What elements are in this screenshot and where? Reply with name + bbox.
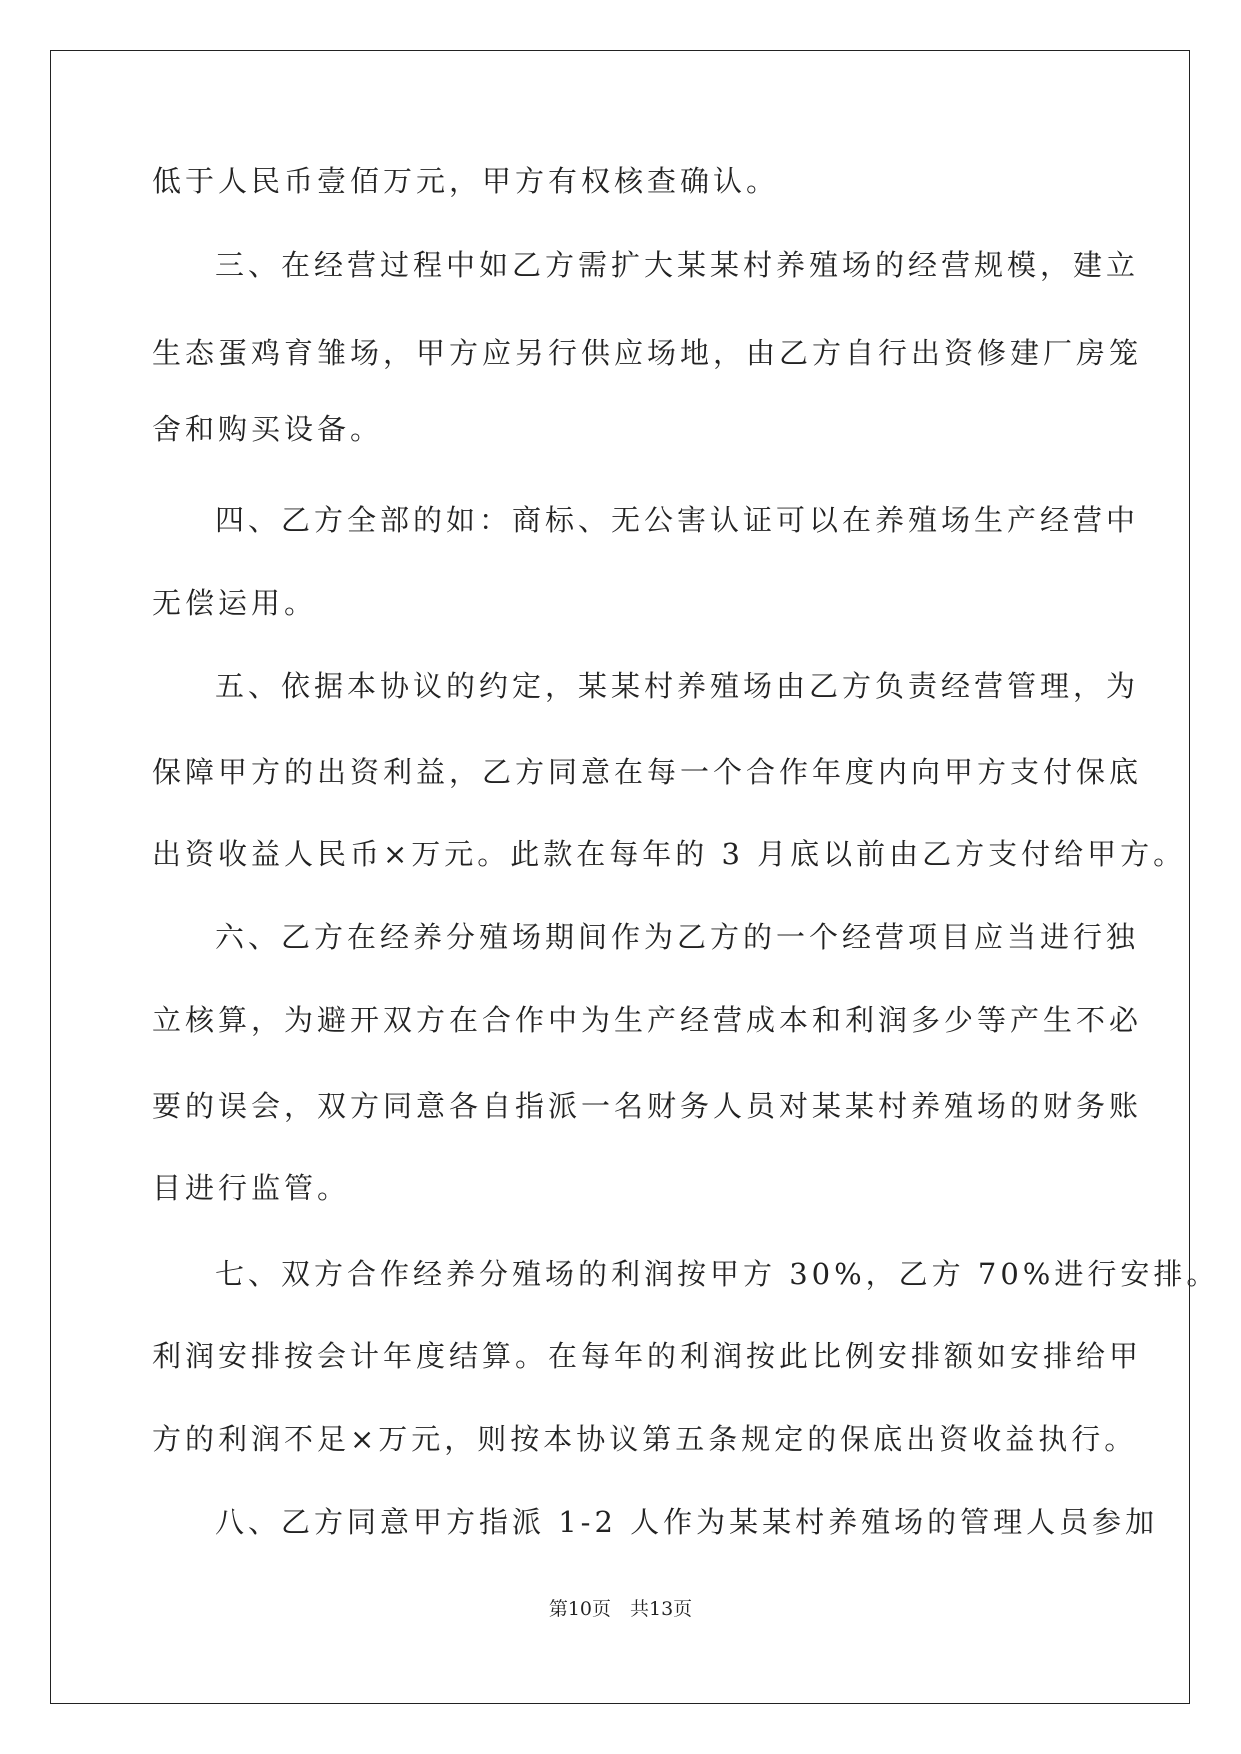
text-line: 保障甲方的出资利益，乙方同意在每一个合作年度内向甲方支付保底 <box>152 755 1143 789</box>
text-line: 要的误会，双方同意各自指派一名财务人员对某某村养殖场的财务账 <box>152 1089 1143 1123</box>
text-line: 八、乙方同意甲方指派 1-2 人作为某某村养殖场的管理人员参加 <box>215 1505 1159 1539</box>
text-line: 三、在经营过程中如乙方需扩大某某村养殖场的经营规模，建立 <box>215 248 1140 282</box>
text-line: 利润安排按会计年度结算。在每年的利润按此比例安排额如安排给甲 <box>152 1339 1143 1373</box>
text-line: 目进行监管。 <box>152 1171 351 1205</box>
text-line: 舍和购买设备。 <box>152 412 384 446</box>
text-line: 四、乙方全部的如：商标、无公害认证可以在养殖场生产经营中 <box>215 503 1140 537</box>
text-line: 七、双方合作经养分殖场的利润按甲方 30%，乙方 70%进行安排。 <box>215 1257 1220 1291</box>
text-line: 六、乙方在经养分殖场期间作为乙方的一个经营项目应当进行独 <box>215 920 1140 954</box>
text-line: 低于人民币壹佰万元，甲方有权核查确认。 <box>152 164 780 198</box>
text-line: 生态蛋鸡育雏场，甲方应另行供应场地，由乙方自行出资修建厂房笼 <box>152 336 1143 370</box>
text-line: 无偿运用。 <box>152 586 318 620</box>
text-line: 五、依据本协议的约定，某某村养殖场由乙方负责经营管理，为 <box>215 669 1140 703</box>
text-line: 方的利润不足×万元，则按本协议第五条规定的保底出资收益执行。 <box>152 1422 1138 1456</box>
text-line: 出资收益人民币×万元。此款在每年的 3 月底以前由乙方支付给甲方。 <box>152 837 1187 871</box>
text-line: 立核算，为避开双方在合作中为生产经营成本和利润多少等产生不必 <box>152 1003 1143 1037</box>
page-footer: 第10页 共13页 <box>548 1598 693 1620</box>
